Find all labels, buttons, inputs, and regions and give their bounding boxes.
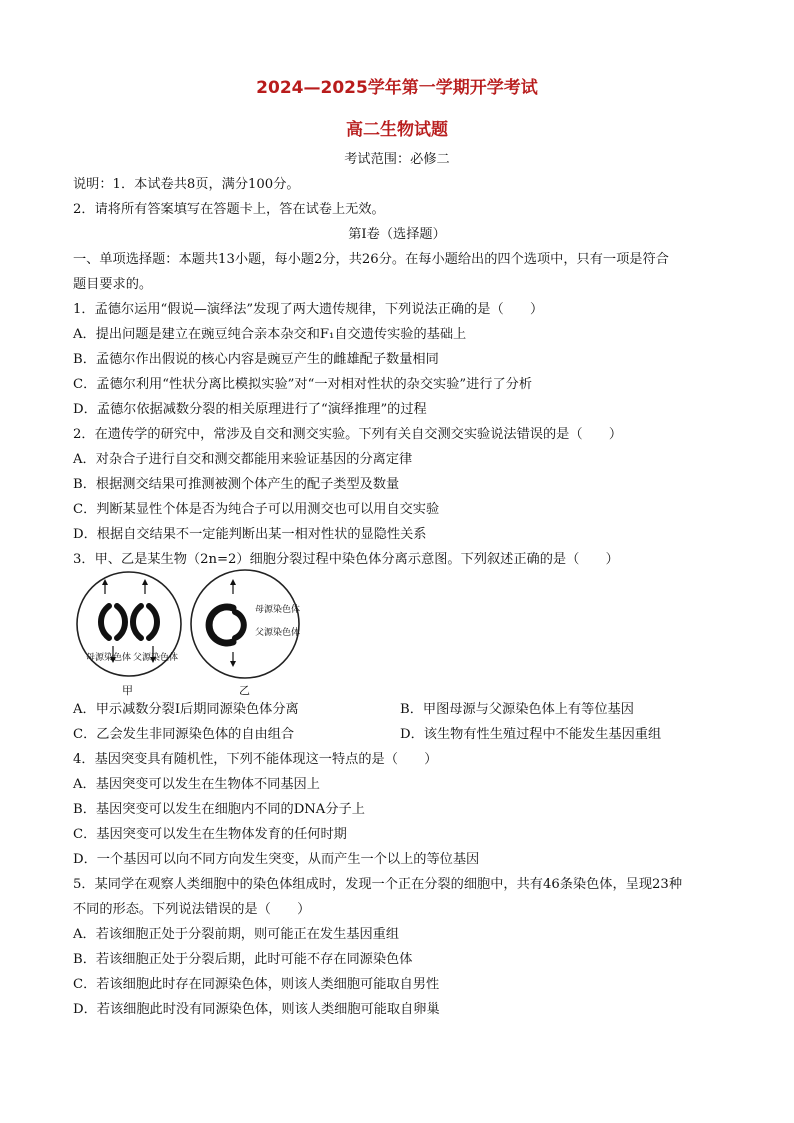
figure-label-paternal-a: 父源染色体 [133,653,179,663]
question-3-stem: 3．甲、乙是某生物（2n=2）细胞分裂过程中染色体分离示意图。下列叙述正确的是（ ） [73,552,619,567]
question-5-option-a: A．若该细胞正处于分裂前期，则可能正在发生基因重组 [73,927,400,942]
figure-caption-a: 甲 [122,684,133,697]
cell-b-arrow-up [230,579,236,585]
question-2-stem: 2．在遗传学的研究中，常涉及自交和测交实验。下列有关自交测交实验说法错误的是（ ） [73,427,623,442]
question-4-option-c: C．基因突变可以发生在生物体发育的任何时期 [73,827,347,842]
question-2-option-a: A．对杂合子进行自交和测交都能用来验证基因的分离定律 [73,452,413,467]
question-1-option-a: A．提出问题是建立在豌豆纯合亲本杂交和F₁自交遗传实验的基础上 [73,327,467,342]
question-5-stem-line-1: 5．某同学在观察人类细胞中的染色体组成时，发现一个正在分裂的细胞中，共有46条染色体，呈现23种 [73,877,683,892]
question-1-option-c: C．孟德尔利用“性状分离比模拟实验”对“一对相对性状的杂交实验”进行了分析 [73,377,533,392]
exam-scope: 考试范围：必修二 [344,152,450,167]
question-1-option-b: B．孟德尔作出假说的核心内容是豌豆产生的雌雄配子数量相同 [73,352,439,367]
cell-b-chromosome-1 [209,607,233,643]
cell-a-chromosome-2 [117,606,125,638]
question-4-option-a: A．基因突变可以发生在生物体不同基因上 [73,777,320,792]
question-4-option-b: B．基因突变可以发生在细胞内不同的DNA分子上 [73,802,365,817]
question-3-option-a: A．甲示减数分裂Ⅰ后期同源染色体分离 [73,702,299,717]
question-3-option-b: B．甲图母源与父源染色体上有等位基因 [400,702,634,717]
figure-label-maternal-b: 母源染色体 [255,605,301,615]
instruction-line-2: 2．请将所有答案填写在答题卡上，答在试卷上无效。 [73,202,385,217]
cell-a-chromosome-1 [101,606,109,638]
question-2-option-c: C．判断某显性个体是否为纯合子可以用测交也可以用自交实验 [73,502,440,517]
question-1-stem: 1．孟德尔运用“假说—演绎法”发现了两大遗传规律，下列说法正确的是（ ） [73,302,544,317]
cell-a-arrow-up-2 [142,579,148,585]
chromosome-separation-figure [73,566,315,696]
question-3-option-c: C．乙会发生非同源染色体的自由组合 [73,727,295,742]
section-intro-line-2: 题目要求的。 [73,277,153,292]
instruction-line-1: 说明：1．本试卷共8页，满分100分。 [73,177,300,192]
cell-a-chromosome-4 [149,606,157,638]
question-5-stem-line-2: 不同的形态。下列说法错误的是（ ） [73,902,311,917]
figure-label-maternal-a: 母源染色体 [86,653,132,663]
cell-b-chromosome-2 [235,612,244,638]
figure-caption-b: 乙 [239,684,250,697]
exam-subtitle: 高二生物试题 [346,120,448,140]
question-2-option-d: D．根据自交结果不一定能判断出某一相对性状的显隐性关系 [73,527,427,542]
cell-a-chromosome-3 [133,606,141,638]
question-5-option-d: D．若该细胞此时没有同源染色体，则该人类细胞可能取自卵巢 [73,1002,440,1017]
question-2-option-b: B．根据测交结果可推测被测个体产生的配子类型及数量 [73,477,400,492]
question-3-option-d: D．该生物有性生殖过程中不能发生基因重组 [400,727,662,742]
question-5-option-c: C．若该细胞此时存在同源染色体，则该人类细胞可能取自男性 [73,977,440,992]
question-5-option-b: B．若该细胞正处于分裂后期，此时可能不存在同源染色体 [73,952,413,967]
question-4-stem: 4．基因突变具有随机性，下列不能体现这一特点的是（ ） [73,752,438,767]
exam-title: 2024—2025学年第一学期开学考试 [256,78,538,98]
cell-b-arrow-down [230,661,236,667]
question-4-option-d: D．一个基因可以向不同方向发生突变，从而产生一个以上的等位基因 [73,852,480,867]
question-1-option-d: D．孟德尔依据减数分裂的相关原理进行了“演绎推理”的过程 [73,402,427,417]
figure-label-paternal-b: 父源染色体 [255,628,301,638]
section-intro-line-1: 一、单项选择题：本题共13小题，每小题2分，共26分。在每小题给出的四个选项中，只有一项是符合 [73,252,669,267]
section-title: 第Ⅰ卷（选择题） [348,227,446,242]
